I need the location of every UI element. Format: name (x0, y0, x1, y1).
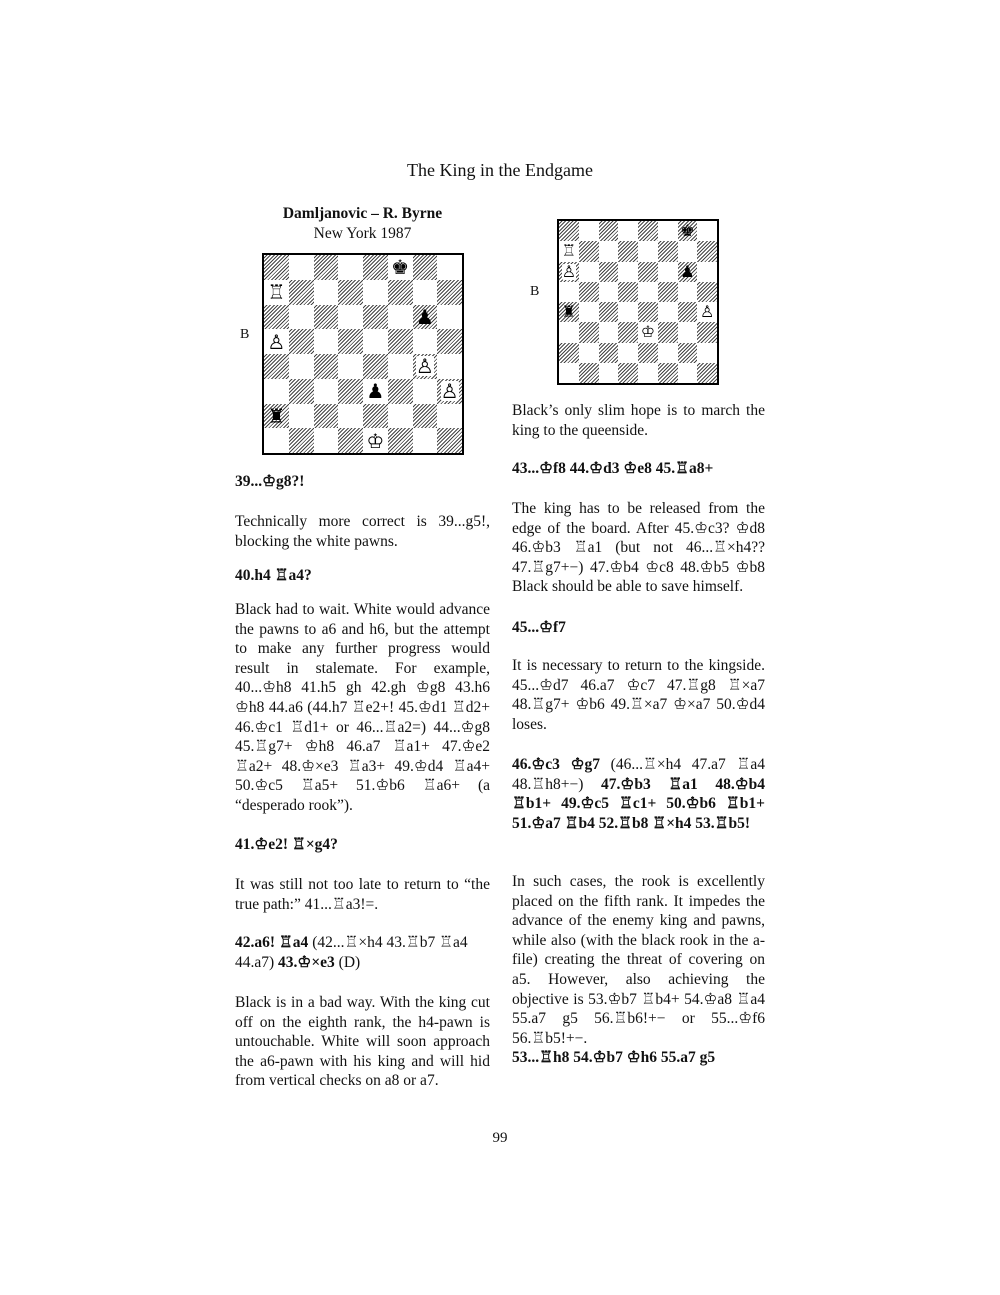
square-a2 (264, 404, 289, 429)
black-rook-icon: ♜ (561, 302, 577, 322)
square-e4 (363, 354, 388, 379)
square-f7 (658, 241, 678, 261)
square-b3 (579, 322, 599, 342)
square-e1 (363, 428, 388, 453)
side-to-move-label: B (530, 284, 540, 299)
square-h2 (437, 404, 462, 429)
white-king-icon: ♔ (366, 428, 385, 453)
square-b1 (289, 428, 314, 453)
square-h2 (697, 343, 717, 363)
square-g1 (678, 363, 698, 383)
square-f3 (658, 322, 678, 342)
square-g3 (678, 322, 698, 342)
move-line: 53...♖h8 54.♔b7 ♔h6 55.a7 g5 (512, 1049, 716, 1066)
square-c4 (599, 302, 619, 322)
square-b7 (579, 241, 599, 261)
square-d2 (338, 404, 363, 429)
square-b8 (579, 221, 599, 241)
square-d1 (618, 363, 638, 383)
commentary-paragraph: The king has to be released from the edge of the board. After 45.♔c3? ♔d8 46.♔b3 ♖a1 (but not 46...♖×h4?? 47.♖g7+−) 47.♔b4 ♔c8 48.♔b5 ♔b8 Black should be able to save himself. (512, 500, 765, 596)
square-a7 (264, 280, 289, 305)
square-c1 (599, 363, 619, 383)
square-d4 (338, 354, 363, 379)
square-e6 (363, 305, 388, 330)
move-line: 43...♔f8 44.♔d3 ♔e8 45.♖a8+ (512, 460, 714, 477)
move-variation: (42...♖×h4 43.♖b7 ♖a4 44.a7) (235, 934, 468, 971)
square-b6 (579, 262, 599, 282)
move-line (235, 933, 490, 972)
black-king-icon: ♚ (680, 221, 695, 241)
square-g8 (413, 255, 438, 280)
move-text: 42.a6! ♖a4 (235, 934, 309, 951)
square-d3 (338, 379, 363, 404)
square-d6 (618, 262, 638, 282)
square-a1 (264, 428, 289, 453)
square-c1 (314, 428, 339, 453)
square-g7 (413, 280, 438, 305)
square-c3 (599, 322, 619, 342)
square-g6 (413, 305, 438, 330)
square-d7 (618, 241, 638, 261)
square-f7 (388, 280, 413, 305)
square-a6 (559, 262, 579, 282)
square-e4 (638, 302, 658, 322)
square-e8 (363, 255, 388, 280)
square-h8 (437, 255, 462, 280)
square-a4 (559, 302, 579, 322)
square-a2 (559, 343, 579, 363)
move-line (512, 755, 765, 833)
square-d2 (618, 343, 638, 363)
square-c8 (599, 221, 619, 241)
square-h6 (697, 262, 717, 282)
square-d4 (618, 302, 638, 322)
square-f4 (388, 354, 413, 379)
square-g4 (678, 302, 698, 322)
square-g2 (678, 343, 698, 363)
white-pawn-icon: ♙ (699, 302, 715, 322)
black-pawn-icon: ♟ (366, 379, 385, 404)
square-c6 (599, 262, 619, 282)
square-g5 (413, 329, 438, 354)
black-pawn-icon: ♟ (680, 261, 695, 281)
running-head: The King in the Endgame (407, 160, 593, 180)
square-f1 (388, 428, 413, 453)
square-f4 (658, 302, 678, 322)
commentary-paragraph: Black’s only slim hope is to march the king to the queenside. (512, 402, 765, 439)
white-king-icon: ♔ (640, 322, 656, 342)
square-b8 (289, 255, 314, 280)
move-text: 43.♔×e3 (278, 953, 335, 971)
chess-diagram-1 (262, 253, 464, 455)
square-a3 (264, 379, 289, 404)
commentary-paragraph: Technically more correct is 39...g5!, blocking the white pawns. (235, 513, 490, 550)
white-pawn-icon: ♙ (561, 261, 577, 281)
commentary-paragraph: Black is in a bad way. With the king cut off on the eighth rank, the h4-pawn is untouchable. White will soon approach the a6-pawn with his king and will hid from vertical checks on a8 or a7. (235, 994, 490, 1090)
move-text: 47.♔b3 ♖a1 48.♔b4 ♖b1+ 49.♔c5 ♖c1+ 50.♔b6 ♖b1+ 51.♔a7 ♖b4 52.♖b8 ♖×h4 53.♖b5! (512, 775, 765, 832)
square-h5 (437, 329, 462, 354)
square-d1 (338, 428, 363, 453)
square-h4 (437, 354, 462, 379)
square-a4 (264, 354, 289, 379)
square-g4 (413, 354, 438, 379)
square-b7 (289, 280, 314, 305)
square-b2 (579, 343, 599, 363)
square-a1 (559, 363, 579, 383)
game-event: New York 1987 (313, 225, 412, 242)
square-b1 (579, 363, 599, 383)
square-c5 (314, 329, 339, 354)
square-c7 (599, 241, 619, 261)
white-pawn-icon: ♙ (267, 329, 286, 354)
square-e3 (363, 379, 388, 404)
square-d8 (338, 255, 363, 280)
black-king-icon: ♚ (391, 255, 410, 280)
white-pawn-icon: ♙ (415, 354, 434, 379)
square-f6 (388, 305, 413, 330)
square-c4 (314, 354, 339, 379)
square-g3 (413, 379, 438, 404)
square-e3 (638, 322, 658, 342)
commentary-paragraph: Black had to wait. White would advance the pawns to a6 and h6, but the attempt to make any further progress would result in stalemate. For example, 40...♔h8 41.h5 gh 42.gh ♔g8 43.h6 ♔h8 44.a6 (44.h7 ♖e2+! 45.♔d1 ♖d2+ 46.♔c1 ♖d1+ or 46...♖a2=) 44...♔g8 45.♖g7+ ♔h8 46.a7 ♖a1+ 47.♔e2 ♖a2+ 48.♔×e3 ♖a3+ 49.♔d4 ♖a4+ 50.♔c5 ♖a5+ 51.♔b6 ♖a6+ (a “desperado rook”). (235, 601, 490, 814)
square-h5 (697, 282, 717, 302)
square-a8 (264, 255, 289, 280)
square-g2 (413, 404, 438, 429)
square-a5 (264, 329, 289, 354)
commentary-paragraph: It is necessary to return to the kingside. 45...♔d7 46.a7 ♔c7 47.♖g8 ♖×a7 48.♖g7+ ♔b6 49.♖×a7 ♔×a7 50.♔d4 loses. (512, 657, 765, 733)
white-rook-icon: ♖ (267, 280, 286, 305)
square-g8 (678, 221, 698, 241)
square-b4 (289, 354, 314, 379)
move-line: 45...♔f7 (512, 619, 566, 636)
square-h7 (697, 241, 717, 261)
square-d6 (338, 305, 363, 330)
square-h4 (697, 302, 717, 322)
square-h3 (437, 379, 462, 404)
square-a3 (559, 322, 579, 342)
square-e7 (638, 241, 658, 261)
move-line: 41.♔e2! ♖×g4? (235, 836, 338, 853)
square-f2 (388, 404, 413, 429)
square-c6 (314, 305, 339, 330)
square-c2 (599, 343, 619, 363)
move-variation: (46...♖×h4 47.a7 ♖a4 48.♖h8+−) (512, 756, 765, 793)
square-g1 (413, 428, 438, 453)
square-c8 (314, 255, 339, 280)
square-e2 (638, 343, 658, 363)
square-a7 (559, 241, 579, 261)
white-pawn-icon: ♙ (440, 379, 459, 404)
black-pawn-icon: ♟ (415, 304, 434, 329)
square-e7 (363, 280, 388, 305)
square-g5 (678, 282, 698, 302)
square-g7 (678, 241, 698, 261)
game-heading (235, 204, 490, 244)
square-f8 (658, 221, 678, 241)
square-h6 (437, 305, 462, 330)
square-h3 (697, 322, 717, 342)
square-g6 (678, 262, 698, 282)
side-to-move-label: B (240, 327, 250, 342)
square-a5 (559, 282, 579, 302)
square-b2 (289, 404, 314, 429)
square-e5 (363, 329, 388, 354)
square-e5 (638, 282, 658, 302)
commentary-paragraph: In such cases, the rook is excellently placed on the fifth rank. It impedes the advance of the enemy king and pawns, while also (with the black rook in the a-file) creating the threat of covering on a5. However, also achieving the objective is 53.♔b7 ♖b4+ 54.♔a8 ♖a4 55.a7 g5 56.♖b6!+− or 55...♔f6 56.♖b5!+−. (512, 873, 765, 1047)
square-c3 (314, 379, 339, 404)
square-f8 (388, 255, 413, 280)
square-d8 (618, 221, 638, 241)
square-h8 (697, 221, 717, 241)
square-d3 (618, 322, 638, 342)
black-rook-icon: ♜ (267, 403, 286, 428)
square-f1 (658, 363, 678, 383)
square-b6 (289, 305, 314, 330)
square-f2 (658, 343, 678, 363)
square-d5 (618, 282, 638, 302)
square-f6 (658, 262, 678, 282)
square-f5 (388, 329, 413, 354)
square-c7 (314, 280, 339, 305)
square-b5 (579, 282, 599, 302)
square-e6 (638, 262, 658, 282)
white-rook-icon: ♖ (561, 241, 577, 261)
square-a8 (559, 221, 579, 241)
square-h1 (437, 428, 462, 453)
square-e1 (638, 363, 658, 383)
game-players: Damljanovic – R. Byrne (282, 205, 443, 222)
move-line: 39...♔g8?! (235, 473, 305, 490)
square-d7 (338, 280, 363, 305)
square-b5 (289, 329, 314, 354)
commentary-paragraph: It was still not too late to return to “the true path:” 41...♖a3!=. (235, 876, 490, 913)
diagram-reference: (D) (334, 953, 361, 971)
square-f5 (658, 282, 678, 302)
square-f3 (388, 379, 413, 404)
page-number: 99 (492, 1130, 508, 1146)
square-b4 (579, 302, 599, 322)
move-line: 40.h4 ♖a4? (235, 567, 312, 584)
square-h7 (437, 280, 462, 305)
square-c5 (599, 282, 619, 302)
square-a6 (264, 305, 289, 330)
square-c2 (314, 404, 339, 429)
chess-diagram-2 (557, 219, 719, 385)
square-e8 (638, 221, 658, 241)
square-d5 (338, 329, 363, 354)
square-e2 (363, 404, 388, 429)
square-b3 (289, 379, 314, 404)
square-h1 (697, 363, 717, 383)
move-text: 46.♔c3 ♔g7 (512, 756, 600, 773)
